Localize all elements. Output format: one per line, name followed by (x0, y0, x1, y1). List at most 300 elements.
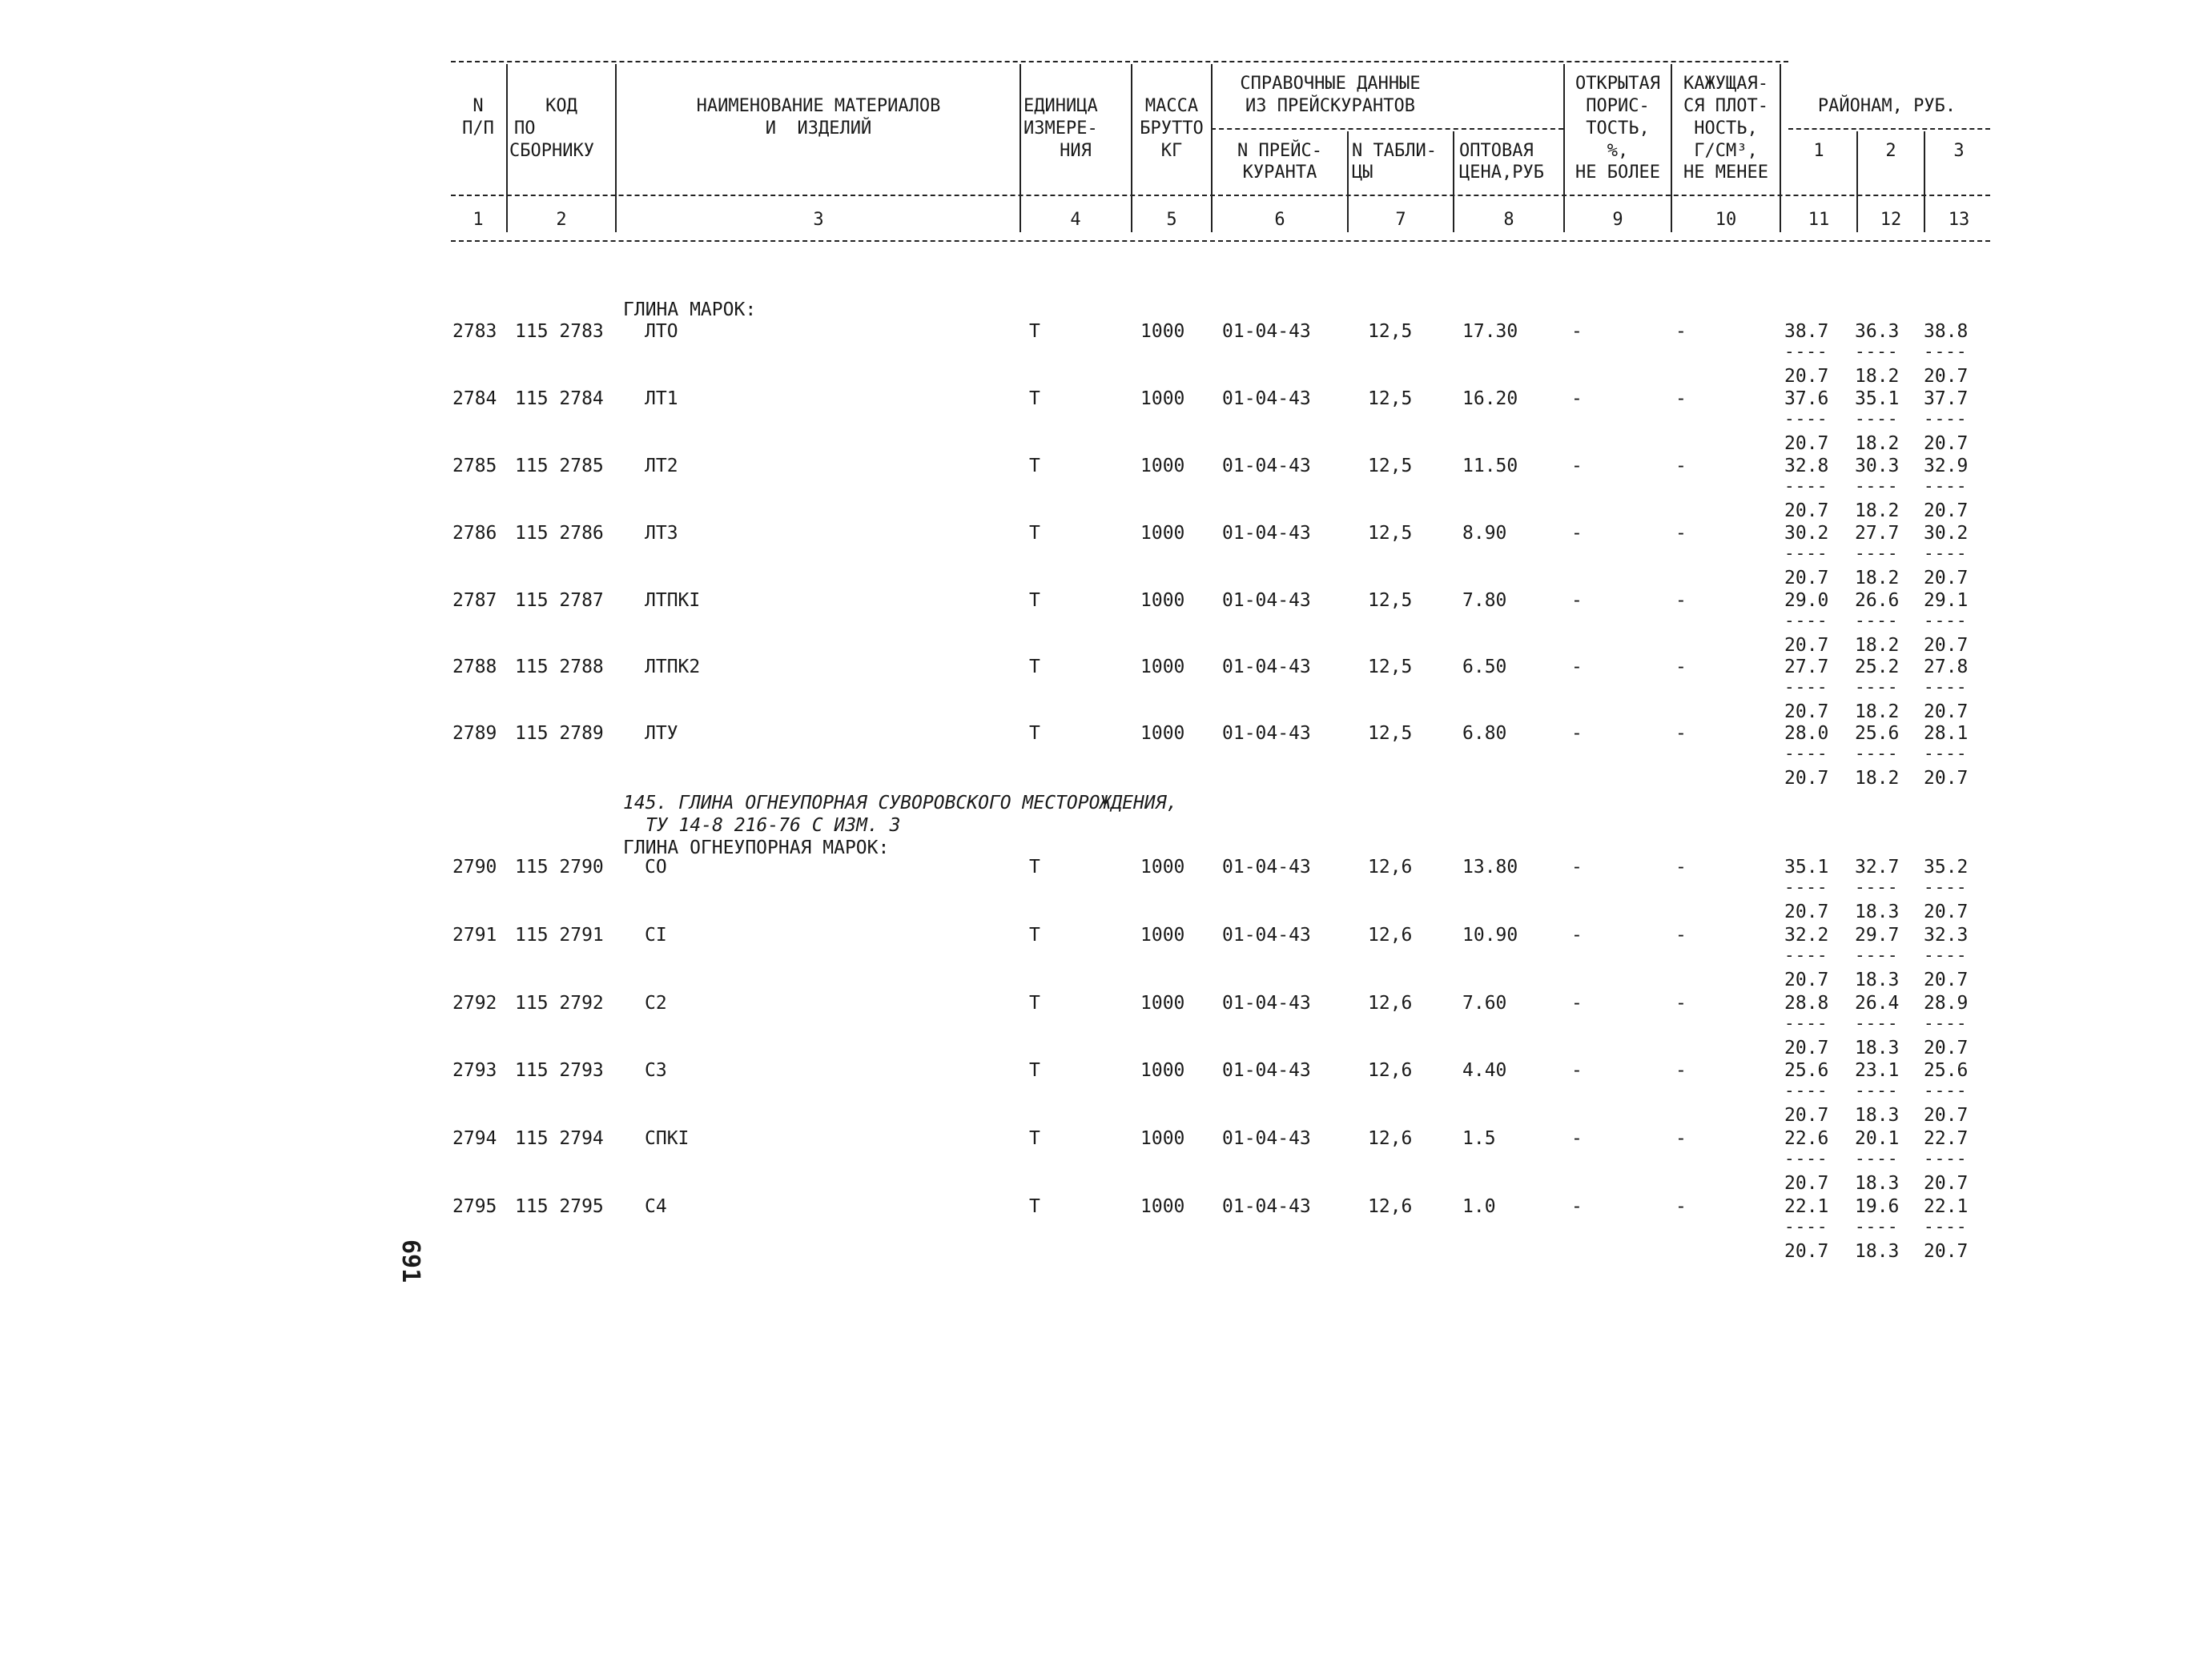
cell-region-1-transport: 20.7 (1784, 1241, 1829, 1262)
cell-name: С3 (645, 1060, 667, 1081)
cell-region-3-transport: 20.7 (1924, 1241, 1969, 1262)
colnum-2: 2 (556, 210, 567, 230)
colnum-6: 6 (1274, 210, 1285, 230)
fraction-bar: ---- (1924, 611, 1968, 630)
cell-unit: Т (1029, 1060, 1040, 1081)
header-col8-line1: ОПТОВАЯ (1459, 141, 1534, 161)
col-separator (1924, 131, 1925, 232)
cell-price-list: 01-04-43 (1222, 1196, 1311, 1217)
cell-region-1-price: 30.2 (1784, 523, 1829, 544)
fraction-bar: ---- (1784, 677, 1828, 697)
fraction-bar: ---- (1855, 946, 1899, 965)
cell-code: 115 2792 (515, 993, 604, 1014)
cell-region-3-transport: 20.7 (1924, 1038, 1969, 1058)
cell-price-list: 01-04-43 (1222, 523, 1311, 544)
cell-region-1-price: 22.1 (1784, 1196, 1829, 1217)
header-top-rule (451, 61, 1788, 62)
fraction-bar: ---- (1855, 409, 1899, 428)
header-ref-group-line1: СПРАВОЧНЫЕ ДАННЫЕ (1240, 74, 1421, 94)
header-col10-line3: НОСТЬ, (1694, 118, 1758, 139)
cell-unit: Т (1029, 857, 1040, 878)
col-separator (1563, 64, 1565, 232)
cell-region-3-price: 28.1 (1924, 723, 1969, 744)
fraction-bar: ---- (1784, 544, 1828, 563)
header-col7-line1: N ТАБЛИ- (1352, 141, 1437, 161)
cell-region-3-price: 32.3 (1924, 925, 1969, 946)
header-col5-line2: БРУТТО (1140, 118, 1204, 139)
cell-code: 115 2789 (515, 723, 604, 744)
fraction-bar: ---- (1784, 1149, 1828, 1168)
col-separator (1671, 64, 1672, 232)
cell-code: 115 2793 (515, 1060, 604, 1081)
cell-unit: Т (1029, 388, 1040, 409)
colnum-4: 4 (1070, 210, 1081, 230)
header-col2-line1: КОД (545, 96, 577, 116)
cell-name: ЛТПК2 (645, 657, 701, 677)
cell-porosity: - (1571, 1128, 1583, 1149)
cell-region-3-price: 22.1 (1924, 1196, 1969, 1217)
cell-price-list: 01-04-43 (1222, 857, 1311, 878)
header-col10-line1: КАЖУЩАЯ- (1683, 74, 1768, 94)
header-col4-line1: ЕДИНИЦА (1024, 96, 1098, 116)
cell-region-2-price: 25.2 (1855, 657, 1900, 677)
cell-region-1-transport: 20.7 (1784, 1105, 1829, 1126)
cell-region-3-price: 35.2 (1924, 857, 1969, 878)
cell-mass: 1000 (1140, 993, 1185, 1014)
cell-density: - (1675, 1128, 1687, 1149)
cell-region-2-price: 19.6 (1855, 1196, 1900, 1217)
cell-n: 2785 (452, 456, 497, 476)
fraction-bar: ---- (1924, 342, 1968, 361)
colnum-12: 12 (1880, 210, 1902, 230)
section-title-suvorov-line2: ТУ 14-8 216-76 С ИЗМ. 3 (646, 815, 901, 836)
cell-region-2-transport: 18.3 (1855, 970, 1900, 990)
cell-density: - (1675, 1060, 1687, 1081)
cell-region-1-transport: 20.7 (1784, 970, 1829, 990)
header-col9-line2: ПОРИС- (1586, 96, 1650, 116)
fraction-bar: ---- (1855, 1149, 1899, 1168)
cell-region-1-transport: 20.7 (1784, 433, 1829, 454)
cell-unit: Т (1029, 590, 1040, 611)
cell-price-list: 01-04-43 (1222, 321, 1311, 342)
header-col6-line2: КУРАНТА (1242, 163, 1317, 183)
cell-name: ЛТУ (645, 723, 678, 744)
cell-region-3-price: 30.2 (1924, 523, 1969, 544)
cell-region-3-transport: 20.7 (1924, 768, 1969, 789)
cell-price: 16.20 (1462, 388, 1518, 409)
cell-n: 2792 (452, 993, 497, 1014)
header-col10-line2: СЯ ПЛОТ- (1683, 96, 1768, 116)
fraction-bar: ---- (1855, 611, 1899, 630)
fraction-bar: ---- (1924, 946, 1968, 965)
header-regions: РАЙОНАМ, РУБ. (1817, 96, 1957, 116)
cell-table: 12,6 (1368, 857, 1413, 878)
cell-region-1-transport: 20.7 (1784, 701, 1829, 722)
cell-porosity: - (1571, 456, 1583, 476)
cell-density: - (1675, 523, 1687, 544)
cell-price: 1.5 (1462, 1128, 1496, 1149)
fraction-bar: ---- (1855, 744, 1899, 763)
header-col1-line1: N (473, 96, 484, 116)
cell-name: СПКI (645, 1128, 690, 1149)
cell-region-2-transport: 18.2 (1855, 500, 1900, 521)
cell-mass: 1000 (1140, 1060, 1185, 1081)
cell-region-3-transport: 20.7 (1924, 1173, 1969, 1194)
cell-region-1-price: 28.8 (1784, 993, 1829, 1014)
cell-name: СI (645, 925, 667, 946)
cell-mass: 1000 (1140, 456, 1185, 476)
col-separator (1856, 131, 1858, 232)
cell-porosity: - (1571, 523, 1583, 544)
cell-region-2-price: 36.3 (1855, 321, 1900, 342)
colnum-8: 8 (1503, 210, 1514, 230)
cell-unit: Т (1029, 1196, 1040, 1217)
cell-region-2-transport: 18.3 (1855, 1105, 1900, 1126)
cell-region-2-price: 20.1 (1855, 1128, 1900, 1149)
cell-region-3-price: 22.7 (1924, 1128, 1969, 1149)
cell-region-3-transport: 20.7 (1924, 568, 1969, 588)
cell-region-1-price: 28.0 (1784, 723, 1829, 744)
cell-table: 12,5 (1368, 321, 1413, 342)
cell-unit: Т (1029, 523, 1040, 544)
cell-region-1-transport: 20.7 (1784, 1173, 1829, 1194)
cell-density: - (1675, 590, 1687, 611)
cell-porosity: - (1571, 1196, 1583, 1217)
colnum-5: 5 (1166, 210, 1177, 230)
cell-table: 12,6 (1368, 993, 1413, 1014)
cell-code: 115 2786 (515, 523, 604, 544)
cell-price: 13.80 (1462, 857, 1518, 878)
cell-table: 12,5 (1368, 523, 1413, 544)
cell-region-1-transport: 20.7 (1784, 768, 1829, 789)
header-col7-line2: ЦЫ (1352, 163, 1373, 183)
cell-n: 2790 (452, 857, 497, 878)
header-col3-line2: И ИЗДЕЛИЙ (765, 118, 872, 139)
header-col8-line2: ЦЕНА,РУБ (1459, 163, 1544, 183)
cell-region-2-price: 26.6 (1855, 590, 1900, 611)
cell-region-2-transport: 18.2 (1855, 366, 1900, 387)
col-separator (506, 64, 508, 232)
cell-region-3-transport: 20.7 (1924, 366, 1969, 387)
fraction-bar: ---- (1924, 544, 1968, 563)
colnum-11: 11 (1808, 210, 1830, 230)
section-title-suvorov-line1: 145. ГЛИНА ОГНЕУПОРНАЯ СУВОРОВСКОГО МЕСТОРОЖДЕНИЯ, (623, 793, 1178, 813)
header-ref-group-line2: ИЗ ПРЕЙСКУРАНТОВ (1245, 96, 1415, 116)
cell-region-1-transport: 20.7 (1784, 1038, 1829, 1058)
header-col4-line2: ИЗМЕРЕ- (1024, 118, 1098, 139)
cell-price-list: 01-04-43 (1222, 993, 1311, 1014)
cell-region-3-transport: 20.7 (1924, 635, 1969, 656)
header-region-1: 1 (1813, 141, 1824, 161)
col-separator (1453, 131, 1454, 232)
cell-density: - (1675, 993, 1687, 1014)
cell-table: 12,5 (1368, 657, 1413, 677)
cell-price-list: 01-04-43 (1222, 388, 1311, 409)
cell-region-2-price: 29.7 (1855, 925, 1900, 946)
column-numbers-rule (451, 240, 1990, 242)
colnum-7: 7 (1395, 210, 1406, 230)
fraction-bar: ---- (1924, 1217, 1968, 1236)
cell-porosity: - (1571, 321, 1583, 342)
header-col5-line3: КГ (1160, 141, 1183, 161)
col-separator (1211, 64, 1213, 232)
cell-price: 10.90 (1462, 925, 1518, 946)
fraction-bar: ---- (1784, 946, 1828, 965)
cell-n: 2784 (452, 388, 497, 409)
fraction-bar: ---- (1855, 677, 1899, 697)
cell-region-3-price: 38.8 (1924, 321, 1969, 342)
cell-region-1-price: 32.8 (1784, 456, 1829, 476)
cell-region-2-transport: 18.3 (1855, 1173, 1900, 1194)
cell-region-1-price: 32.2 (1784, 925, 1829, 946)
fraction-bar: ---- (1784, 744, 1828, 763)
header-group-rule (1211, 128, 1563, 130)
cell-price-list: 01-04-43 (1222, 657, 1311, 677)
header-region-2: 2 (1885, 141, 1896, 161)
cell-name: ЛТ2 (645, 456, 678, 476)
cell-density: - (1675, 456, 1687, 476)
cell-porosity: - (1571, 857, 1583, 878)
cell-code: 115 2783 (515, 321, 604, 342)
header-col9-line1: ОТКРЫТАЯ (1575, 74, 1660, 94)
section-label-clay-grades: ГЛИНА МАРОК: (623, 299, 757, 320)
cell-code: 115 2791 (515, 925, 604, 946)
fraction-bar: ---- (1784, 611, 1828, 630)
cell-region-1-price: 37.6 (1784, 388, 1829, 409)
cell-region-2-transport: 18.2 (1855, 568, 1900, 588)
cell-region-3-transport: 20.7 (1924, 433, 1969, 454)
fraction-bar: ---- (1855, 1014, 1899, 1033)
cell-region-1-transport: 20.7 (1784, 902, 1829, 922)
cell-mass: 1000 (1140, 1128, 1185, 1149)
colnum-13: 13 (1948, 210, 1970, 230)
cell-region-1-price: 38.7 (1784, 321, 1829, 342)
cell-price-list: 01-04-43 (1222, 1128, 1311, 1149)
cell-n: 2787 (452, 590, 497, 611)
fraction-bar: ---- (1784, 409, 1828, 428)
fraction-bar: ---- (1784, 1014, 1828, 1033)
cell-n: 2793 (452, 1060, 497, 1081)
cell-region-2-transport: 18.3 (1855, 1241, 1900, 1262)
fraction-bar: ---- (1784, 476, 1828, 496)
cell-name: С4 (645, 1196, 667, 1217)
cell-region-2-transport: 18.2 (1855, 635, 1900, 656)
cell-region-1-price: 27.7 (1784, 657, 1829, 677)
cell-region-1-price: 29.0 (1784, 590, 1829, 611)
cell-n: 2788 (452, 657, 497, 677)
cell-unit: Т (1029, 1128, 1040, 1149)
fraction-bar: ---- (1784, 878, 1828, 897)
cell-region-3-price: 32.9 (1924, 456, 1969, 476)
cell-region-3-transport: 20.7 (1924, 902, 1969, 922)
header-col10-line5: НЕ МЕНЕЕ (1683, 163, 1768, 183)
cell-density: - (1675, 657, 1687, 677)
header-col9-line5: НЕ БОЛЕЕ (1575, 163, 1660, 183)
fraction-bar: ---- (1855, 1217, 1899, 1236)
cell-region-2-transport: 18.2 (1855, 433, 1900, 454)
cell-region-2-price: 25.6 (1855, 723, 1900, 744)
header-col1-line2: П/П (462, 118, 494, 139)
cell-region-3-price: 25.6 (1924, 1060, 1969, 1081)
fraction-bar: ---- (1924, 409, 1968, 428)
cell-price: 11.50 (1462, 456, 1518, 476)
cell-mass: 1000 (1140, 1196, 1185, 1217)
col-separator (1020, 64, 1021, 232)
cell-unit: Т (1029, 723, 1040, 744)
cell-porosity: - (1571, 590, 1583, 611)
cell-region-2-price: 27.7 (1855, 523, 1900, 544)
cell-code: 115 2785 (515, 456, 604, 476)
cell-density: - (1675, 925, 1687, 946)
cell-name: ЛТО (645, 321, 678, 342)
cell-table: 12,6 (1368, 1128, 1413, 1149)
cell-name: ЛТ1 (645, 388, 678, 409)
cell-density: - (1675, 857, 1687, 878)
col-separator (1131, 64, 1132, 232)
cell-mass: 1000 (1140, 857, 1185, 878)
fraction-bar: ---- (1924, 1149, 1968, 1168)
cell-region-3-transport: 20.7 (1924, 970, 1969, 990)
cell-porosity: - (1571, 1060, 1583, 1081)
cell-n: 2789 (452, 723, 497, 744)
cell-region-1-transport: 20.7 (1784, 568, 1829, 588)
header-col3-line1: НАИМЕНОВАНИЕ МАТЕРИАЛОВ (696, 96, 941, 116)
cell-region-1-price: 25.6 (1784, 1060, 1829, 1081)
cell-price: 6.80 (1462, 723, 1507, 744)
cell-n: 2783 (452, 321, 497, 342)
cell-mass: 1000 (1140, 321, 1185, 342)
cell-name: С2 (645, 993, 667, 1014)
cell-table: 12,5 (1368, 456, 1413, 476)
col-separator (1780, 64, 1781, 232)
cell-table: 12,6 (1368, 1196, 1413, 1217)
cell-table: 12,5 (1368, 388, 1413, 409)
cell-n: 2795 (452, 1196, 497, 1217)
fraction-bar: ---- (1855, 544, 1899, 563)
header-bottom-rule (451, 195, 1990, 196)
fraction-bar: ---- (1924, 476, 1968, 496)
colnum-9: 9 (1612, 210, 1623, 230)
cell-region-2-transport: 18.2 (1855, 701, 1900, 722)
fraction-bar: ---- (1855, 476, 1899, 496)
cell-density: - (1675, 723, 1687, 744)
cell-unit: Т (1029, 993, 1040, 1014)
cell-region-3-transport: 20.7 (1924, 701, 1969, 722)
cell-region-2-price: 32.7 (1855, 857, 1900, 878)
page-number: 691 (396, 1239, 424, 1283)
cell-porosity: - (1571, 723, 1583, 744)
cell-price: 7.80 (1462, 590, 1507, 611)
fraction-bar: ---- (1924, 1081, 1968, 1100)
cell-price: 8.90 (1462, 523, 1507, 544)
fraction-bar: ---- (1924, 1014, 1968, 1033)
cell-price: 1.0 (1462, 1196, 1496, 1217)
cell-price-list: 01-04-43 (1222, 1060, 1311, 1081)
cell-price-list: 01-04-43 (1222, 590, 1311, 611)
cell-price: 17.30 (1462, 321, 1518, 342)
fraction-bar: ---- (1855, 342, 1899, 361)
cell-region-1-transport: 20.7 (1784, 500, 1829, 521)
cell-region-3-price: 37.7 (1924, 388, 1969, 409)
cell-code: 115 2787 (515, 590, 604, 611)
cell-price-list: 01-04-43 (1222, 723, 1311, 744)
cell-code: 115 2795 (515, 1196, 604, 1217)
header-region-3: 3 (1953, 141, 1965, 161)
cell-region-3-price: 27.8 (1924, 657, 1969, 677)
fraction-bar: ---- (1784, 1217, 1828, 1236)
header-col9-line3: ТОСТЬ, (1586, 118, 1650, 139)
cell-region-2-transport: 18.3 (1855, 902, 1900, 922)
cell-table: 12,6 (1368, 925, 1413, 946)
cell-unit: Т (1029, 925, 1040, 946)
cell-region-2-transport: 18.3 (1855, 1038, 1900, 1058)
colnum-3: 3 (813, 210, 824, 230)
cell-n: 2791 (452, 925, 497, 946)
cell-price-list: 01-04-43 (1222, 925, 1311, 946)
fraction-bar: ---- (1924, 677, 1968, 697)
cell-region-2-transport: 18.2 (1855, 768, 1900, 789)
cell-porosity: - (1571, 993, 1583, 1014)
cell-price: 4.40 (1462, 1060, 1507, 1081)
colnum-10: 10 (1715, 210, 1737, 230)
cell-price: 6.50 (1462, 657, 1507, 677)
cell-density: - (1675, 388, 1687, 409)
cell-mass: 1000 (1140, 388, 1185, 409)
cell-n: 2786 (452, 523, 497, 544)
fraction-bar: ---- (1924, 878, 1968, 897)
cell-price-list: 01-04-43 (1222, 456, 1311, 476)
cell-region-1-price: 22.6 (1784, 1128, 1829, 1149)
header-col5-line1: МАССА (1144, 96, 1199, 116)
cell-code: 115 2784 (515, 388, 604, 409)
cell-mass: 1000 (1140, 723, 1185, 744)
cell-region-1-transport: 20.7 (1784, 366, 1829, 387)
cell-name: СО (645, 857, 667, 878)
cell-density: - (1675, 1196, 1687, 1217)
fraction-bar: ---- (1924, 744, 1968, 763)
cell-region-1-price: 35.1 (1784, 857, 1829, 878)
cell-region-1-transport: 20.7 (1784, 635, 1829, 656)
cell-code: 115 2788 (515, 657, 604, 677)
cell-region-3-transport: 20.7 (1924, 500, 1969, 521)
cell-porosity: - (1571, 388, 1583, 409)
cell-price: 7.60 (1462, 993, 1507, 1014)
cell-region-3-transport: 20.7 (1924, 1105, 1969, 1126)
cell-region-2-price: 30.3 (1855, 456, 1900, 476)
cell-unit: Т (1029, 456, 1040, 476)
cell-n: 2794 (452, 1128, 497, 1149)
header-regions-rule (1788, 128, 1990, 130)
col-separator (615, 64, 617, 232)
header-col2-line3: СБОРНИКУ (509, 141, 594, 161)
cell-mass: 1000 (1140, 523, 1185, 544)
col-separator (1347, 131, 1349, 232)
cell-porosity: - (1571, 657, 1583, 677)
header-col10-line4: Г/СМ³, (1694, 141, 1758, 161)
cell-region-3-price: 28.9 (1924, 993, 1969, 1014)
cell-unit: Т (1029, 321, 1040, 342)
cell-unit: Т (1029, 657, 1040, 677)
cell-region-2-price: 35.1 (1855, 388, 1900, 409)
cell-table: 12,6 (1368, 1060, 1413, 1081)
cell-mass: 1000 (1140, 925, 1185, 946)
fraction-bar: ---- (1784, 342, 1828, 361)
header-col9-line4: %, (1607, 141, 1629, 161)
cell-code: 115 2790 (515, 857, 604, 878)
header-col6-line1: N ПРЕЙС- (1237, 141, 1322, 161)
fraction-bar: ---- (1855, 1081, 1899, 1100)
header-col2-line2: ПО (514, 118, 536, 139)
